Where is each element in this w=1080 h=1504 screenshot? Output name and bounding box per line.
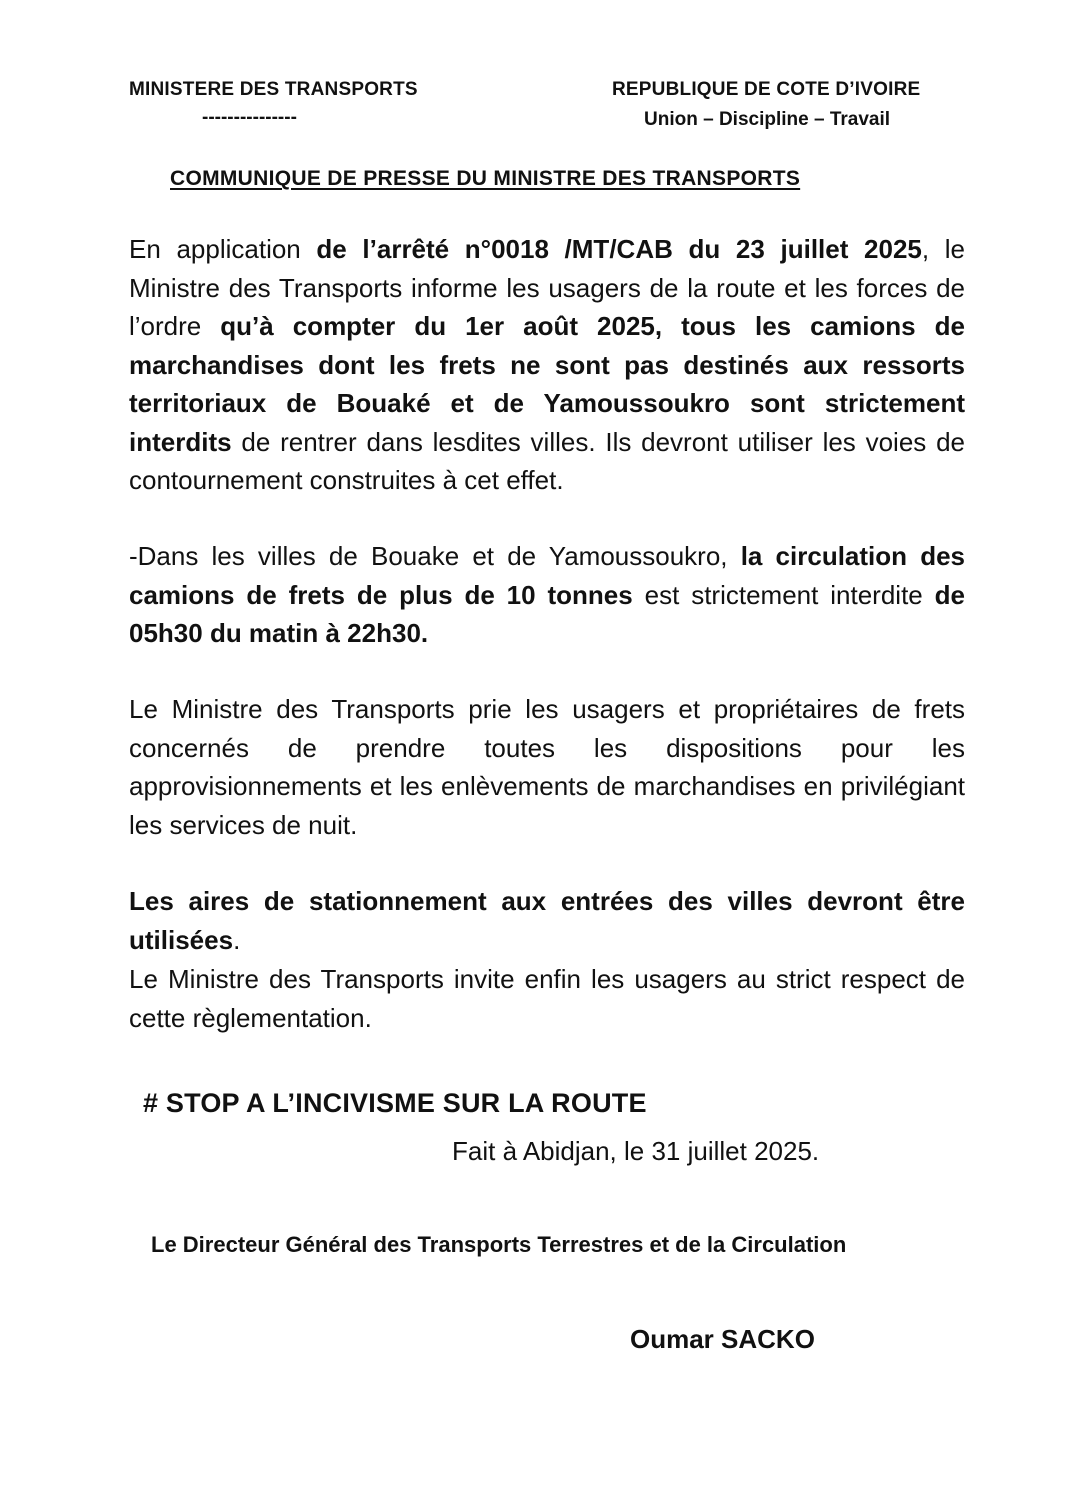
paragraph-bold-text: la circulation des camions de frets de plus de 10 tonnes (129, 541, 966, 610)
paragraph-text: . (233, 924, 241, 955)
campaign-hashtag: # STOP A L’INCIVISME SUR LA ROUTE (143, 1088, 647, 1118)
paragraph-request: Le Ministre des Transports prie les usagers et propriétaires de frets concernés de prendre toutes les dispositions pour les approvisionnements et les enlèvements de marchandises en privilégiant les services de nuit. (129, 694, 965, 840)
dateline: Fait à Abidjan, le 31 juillet 2025. (452, 1136, 820, 1166)
paragraph-text: de rentrer dans lesdites villes. Ils devront utiliser les voies de contournement construites à cet effet. (129, 426, 965, 495)
national-motto: Union – Discipline – Travail (644, 109, 891, 130)
paragraph-parking (129, 882, 965, 959)
signatory-position: Le Directeur Général des Transports Terrestres et de la Circulation (151, 1232, 847, 1257)
ministry-header: MINISTERE DES TRANSPORTS (129, 79, 418, 100)
republic-header: REPUBLIQUE DE COTE D’IVOIRE (612, 79, 921, 100)
signatory-name: Oumar SACKO (630, 1324, 815, 1354)
paragraph-city-restriction (129, 537, 965, 653)
document-title: COMMUNIQUE DE PRESSE DU MINISTRE DES TRANSPORTS (170, 167, 801, 190)
paragraph-text: -Dans les villes de Bouake et de Yamoussoukro, (129, 541, 741, 571)
paragraph-text: est strictement interdite (632, 579, 935, 610)
paragraph-decree (129, 230, 965, 500)
paragraph-bold-text: de 05h30 du matin à 22h30. (129, 579, 965, 648)
paragraph-invitation: Le Ministre des Transports invite enfin les usagers au strict respect de cette règlementation. (129, 964, 965, 1033)
paragraph-bold-text: Les aires de stationnement aux entrées des villes devront être utilisées (129, 886, 965, 955)
paragraph-bold-text: qu’à compter du 1er août 2025, tous les camions de marchandises dont les frets ne sont pas destinés aux ressorts territoriaux de Bouaké et de Yamoussoukro sont strictement interdits (129, 311, 965, 457)
paragraph-text: En application (129, 234, 317, 264)
paragraph-bold-text: de l’arrêté n°0018 /MT/CAB du 23 juillet 2025 (316, 234, 922, 264)
ministry-separator: --------------- (202, 107, 297, 128)
paragraph-text: , le Ministre des Transports informe les usagers de la route et les forces de l’ordre (129, 234, 966, 341)
